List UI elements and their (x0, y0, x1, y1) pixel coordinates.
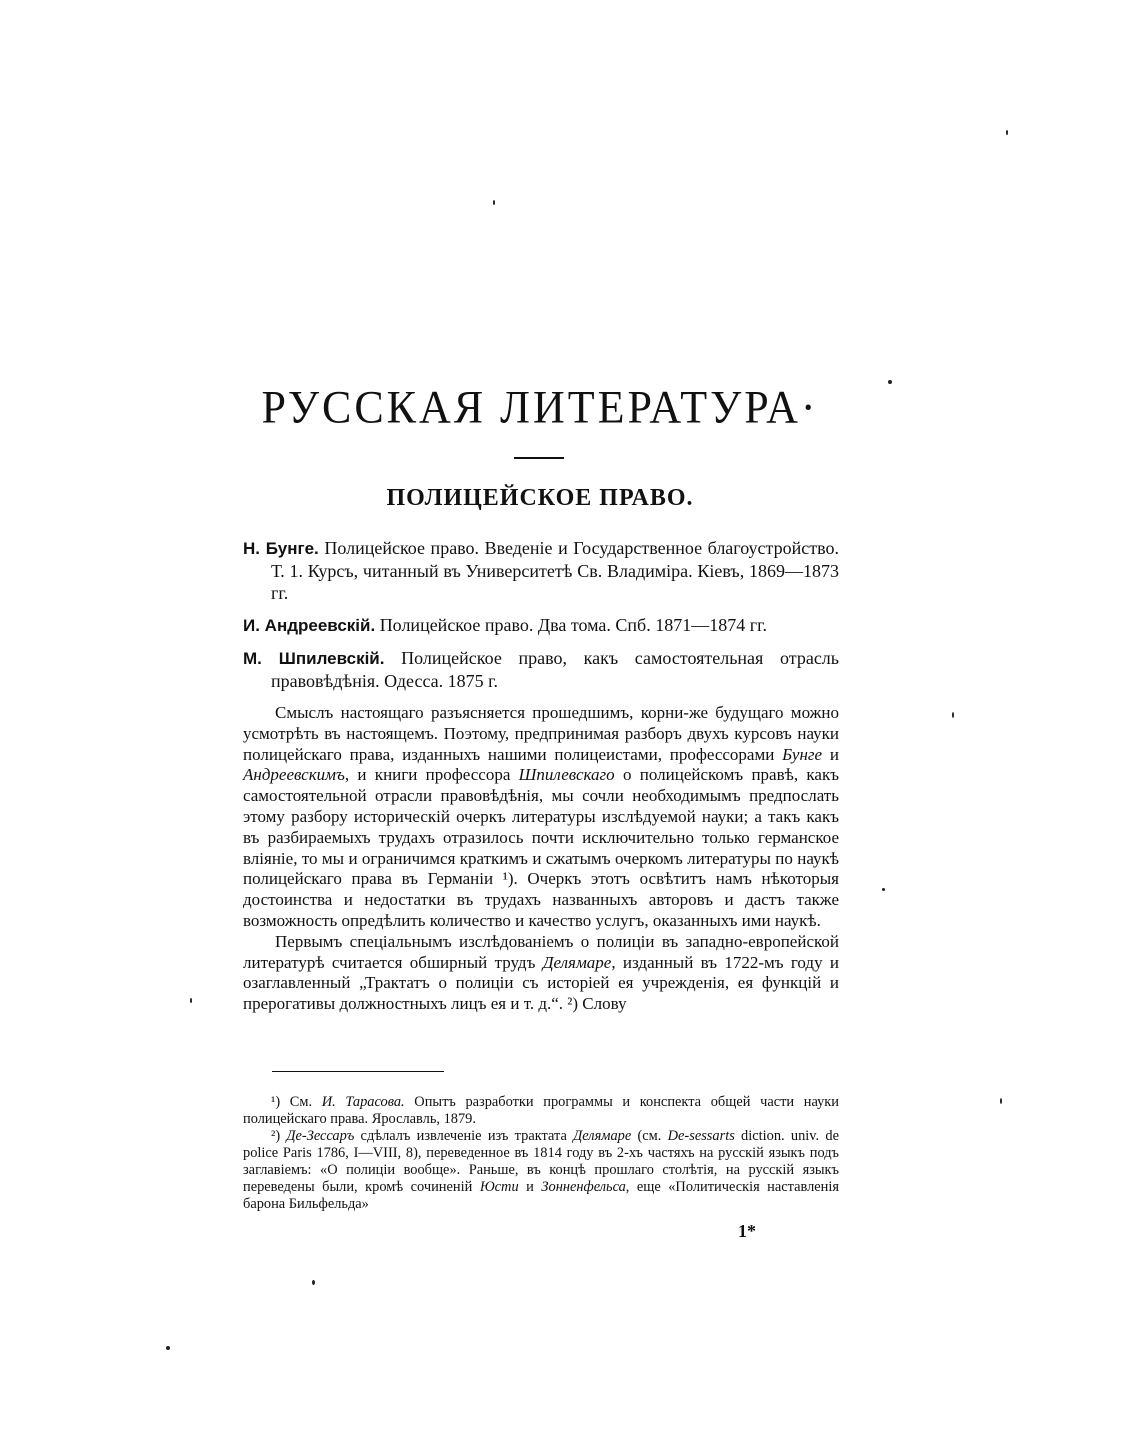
italic-name: Шпилевскаго (518, 765, 615, 785)
scan-speck (952, 712, 954, 718)
scan-speck (1006, 130, 1008, 135)
scan-speck (1000, 1098, 1002, 1104)
section-title: ПОЛИЦЕЙСКОЕ ПРАВО. (386, 485, 694, 511)
scan-speck (312, 1280, 315, 1285)
text-run: Первымъ спеціальнымъ изслѣдованіемъ о полиціи въ западно-европейской литературѣ считается обширный трудъ (243, 931, 839, 972)
text-run: (см. (631, 1128, 668, 1144)
title-divider (514, 457, 564, 459)
reference-text: Полицейское право, какъ самостоятельная отрасль правовѣдѣнія. Одесса. 1875 г. (271, 648, 839, 691)
italic-name: Делямаре (573, 1128, 632, 1144)
italic-name: Зонненфельса (541, 1179, 626, 1195)
italic-name: Де-Зессаръ (286, 1128, 355, 1144)
text-run: Смыслъ настоящаго разъясняется прошедшимъ, корни-же будущаго можно усмотрѣть въ настоящемъ. Поэтому, предпринимая разборъ двухъ курсовъ науки полицейскаго права, изданныхъ нашими полицеистами, профессорами (243, 703, 839, 764)
scan-speck (888, 380, 892, 384)
reference-author: Н. Бунге. (243, 539, 319, 558)
paragraph (243, 703, 839, 932)
paragraph (243, 932, 839, 1015)
reference-author: М. Шпилевскій. (243, 649, 385, 668)
reference-text: Полицейское право. Два тома. Спб. 1871—1874 гг. (375, 615, 767, 635)
italic-name: Юсти (479, 1179, 519, 1195)
text-run: ²) (271, 1128, 287, 1144)
text-run: о полицейскомъ правѣ, какъ самостоятельной отрасли правовѣдѣнія, мы сочли необходимымъ предпослать этому разбору историческій очеркъ литературы изслѣдуемой науки; а такъ какъ въ разбираемыхъ трудахъ отразилось почти исключительно только германское вліяніе, то мы и ограничимся краткимъ и сжатымъ очеркомъ литературы по наукѣ полицейскаго права въ Германіи ¹). Очеркъ этотъ освѣтитъ намъ нѣкоторыя достоинства и недостатки въ трудахъ названныхъ авторовъ и дастъ также возможность опредѣлить количество и качество услугъ, оказанныхъ ими наукѣ. (243, 765, 839, 930)
text-run: и (518, 1179, 542, 1195)
scan-speck (166, 1346, 170, 1350)
reference-text: Полицейское право. Введеніе и Государственное благоустройство. Т. 1. Курсъ, читанный въ Университетѣ Св. Владиміра. Кіевъ, 1869—1873 гг. (271, 538, 839, 603)
scan-speck (493, 200, 495, 205)
italic-name: Бунге (782, 744, 823, 764)
reference-item (243, 614, 839, 637)
footnote (243, 1128, 839, 1213)
reference-item (243, 537, 839, 604)
page-number: 1* (738, 1221, 756, 1241)
italic-name: De-sessarts (667, 1128, 735, 1144)
text-run: , еще «Политическія наставленія барона Бильфельда» (243, 1179, 840, 1212)
text-run: Опытъ разработки программы и конспекта общей части науки полицейскаго права. Ярославль, 1879. (243, 1094, 839, 1127)
footnote (243, 1094, 839, 1128)
text-run: и (822, 744, 839, 764)
page-title: РУССКАЯ ЛИТЕРАТУРА· (261, 381, 819, 434)
text-run: diction. univ. de police Paris 1786, I—VIII, 8), переведенное въ 1814 году въ 2-хъ частяхъ на русскій языкъ подъ заглавіемъ: «О полиціи вообще». Раньше, въ концѣ прошлаго столѣтія, на русскій языкъ переведены были, кромѣ сочиненій (243, 1128, 839, 1195)
text-run: , и книги профессора (344, 765, 519, 785)
footnote-divider (272, 1071, 444, 1072)
reference-author: И. Андреевскій. (243, 616, 376, 635)
italic-name: Делямаре (542, 952, 612, 972)
text-run: сдѣлалъ извлеченіе изъ трактата (354, 1128, 574, 1144)
main-text (243, 703, 839, 1015)
italic-name: И. Тарасова. (321, 1094, 405, 1110)
footnotes (243, 1094, 839, 1213)
italic-name: Андреевскимъ (243, 765, 345, 785)
reference-item (243, 647, 839, 692)
text-run: , изданный въ 1722-мъ году и озаглавленный „Трактатъ о полиціи съ исторіей ея учрежденія, ея функцій и прерогативы должностныхъ лицъ ея и т. д.“. ²) Слову (243, 952, 839, 1014)
reference-list (243, 537, 839, 702)
text-run: ¹) См. (271, 1094, 322, 1110)
scan-speck (190, 998, 192, 1003)
scan-speck (882, 888, 885, 891)
